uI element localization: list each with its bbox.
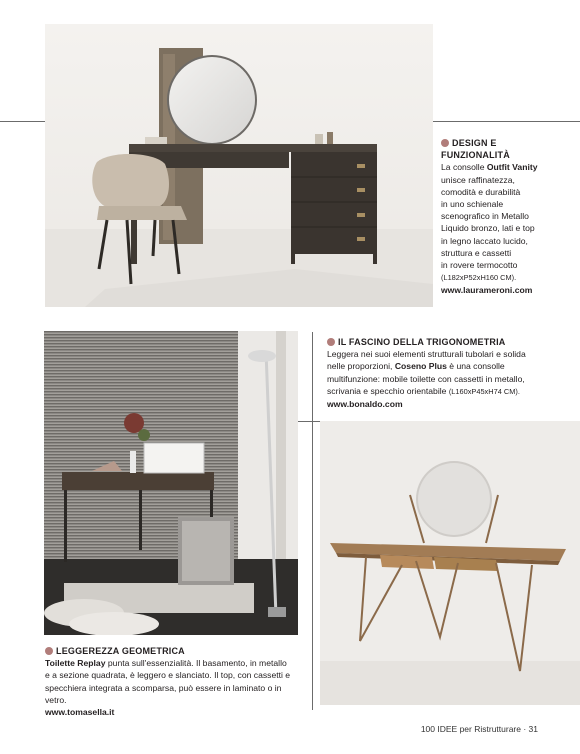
photo-coseno-plus [320,421,580,705]
product-name: Outfit Vanity [486,162,538,173]
top-rule-right [432,121,580,122]
bullet-icon [441,139,449,147]
bullet-icon [45,647,53,655]
bullet-icon [327,338,335,346]
photo-toilette-replay [44,331,298,635]
caption-coseno-plus [327,336,541,410]
caption-title-line2: FUNZIONALITÀ [441,150,510,161]
dimensions: (L160xP45xH74 CM). [448,386,520,396]
caption-text: Leggera nei suoi elementi strutturali tubolari e solida nelle proporzioni, Coseno Plus è una consolle multifunzione: mobile toilette con cassetti in metallo, scrivania e specchio orientabile (L160xP45xH74 CM). [327,349,526,396]
page-folio: 100 IDEE per Ristrutturare · 31 [420,724,538,734]
photo-outfit-vanity [45,24,433,307]
link-laurameroni[interactable]: www.laurameroni.com [441,285,533,296]
caption-title: IL FASCINO DELLA TRIGONOMETRIA [327,336,541,348]
dimensions: (L182xP52xH160 CM). [441,273,517,283]
product-name: Coseno Plus [394,361,447,372]
caption-title: DESIGN E [441,137,576,149]
link-bonaldo[interactable]: www.bonaldo.com [327,399,403,410]
center-rule [312,332,313,710]
caption-outfit-vanity [441,137,576,297]
caption-text: La consolle Outfit Vanity unisce raffinatezza, comodità e durabilità in uno schienale scenografico in Metallo Liquido bronzo, lati e top in legno laccato lucido, struttura e cassetti in rovere termocotto (L182xP52xH160 CM). [441,162,538,283]
product-name: Toilette Replay [45,658,106,669]
caption-toilette-replay [45,645,293,718]
link-tomasella[interactable]: www.tomasella.it [45,707,115,718]
caption-text: Toilette Replay punta sull'essenzialità. Il basamento, in metallo e a sezione quadrata, è leggero e slanciato. Il top, con cassetti e specchiera integrata a scomparsa, può essere in laminato o in vetro. [45,658,291,705]
caption-title: LEGGEREZZA GEOMETRICA [45,645,293,657]
top-rule-left [0,121,45,122]
